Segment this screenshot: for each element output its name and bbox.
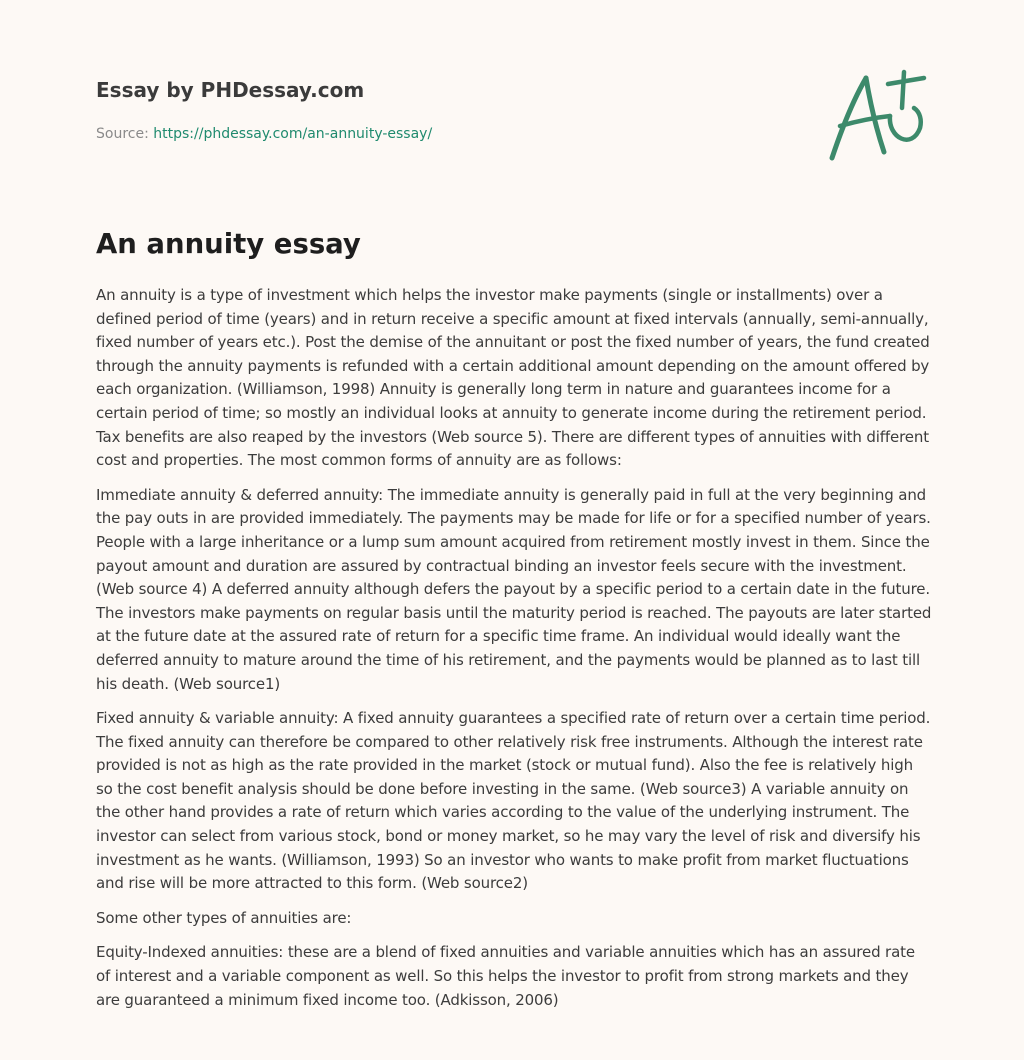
source-link[interactable]: https://phdessay.com/an-annuity-essay/ [153,126,433,142]
source-line [96,124,928,144]
a-plus-logo [824,68,928,162]
source-label: Source: [96,126,154,142]
essay-title: An annuity essay [96,228,361,260]
paragraph-3: Fixed annuity & variable annuity: A fixed annuity guarantees a specified rate of return over a certain time period. The fixed annuity can therefore be compared to other relatively risk free instruments. Although the interest rate provided is not as high as the rate provided in the market (stock or mutual fund). Also the fee is relatively high so the cost benefit analysis should be done before investing in the same. (Web source3) A variable annuity on the other hand provides a rate of return which varies according to the value of the underlying instrument. The investor can select from various stock, bond or money market, so he may vary the level of risk and diversify his investment as he wants. (Williamson, 1993) So an investor who wants to make profit from market fluctuations and rise will be more attracted to this form. (Web source2) [96,709,931,893]
paragraph-5: Equity-Indexed annuities: these are a blend of fixed annuities and variable annuities which has an assured rate of interest and a variable component as well. So this helps the investor to profit from strong markets and they are guaranteed a minimum fixed income too. (Adkisson, 2006) [96,943,915,1009]
paragraph-1: An annuity is a type of investment which helps the investor make payments (single or installments) over a defined period of time (years) and in return receive a specific amount at fixed intervals (annually, semi-annually, fixed number of years etc.). Post the demise of the annuitant or post the fixed number of years, the fund created through the annuity payments is refunded with a certain additional amount depending on the amount offered by each organization. (Williamson, 1998) Annuity is generally long term in nature and guarantees income for a certain period of time; so mostly an individual looks at annuity to generate income during the retirement period. Tax benefits are also reaped by the investors (Web source 5). There are different types of annuities with different cost and properties. The most common forms of annuity are as follows: [96,286,930,470]
essay-content [96,222,932,1023]
page-header [96,76,928,176]
paragraph-2: Immediate annuity & deferred annuity: The immediate annuity is generally paid in full at the very beginning and the pay outs in are provided immediately. The payments may be made for life or for a specified number of years. People with a large inheritance or a lump sum amount acquired from retirement mostly invest in them. Since the payout amount and duration are assured by contractual binding an investor feels secure with the investment. (Web source 4) A deferred annuity although defers the payout by a specific period to a certain date in the future. The investors make payments on regular basis until the maturity period is reached. The payouts are later started at the future date at the assured rate of return for a specific time frame. An individual would ideally want the deferred annuity to mature around the time of his retirement, and the payments would be planned as to last till his death. (Web source1) [96,485,932,693]
site-title: Essay by PHDessay.com [96,78,365,102]
paragraph-4: Some other types of annuities are: [96,908,352,927]
